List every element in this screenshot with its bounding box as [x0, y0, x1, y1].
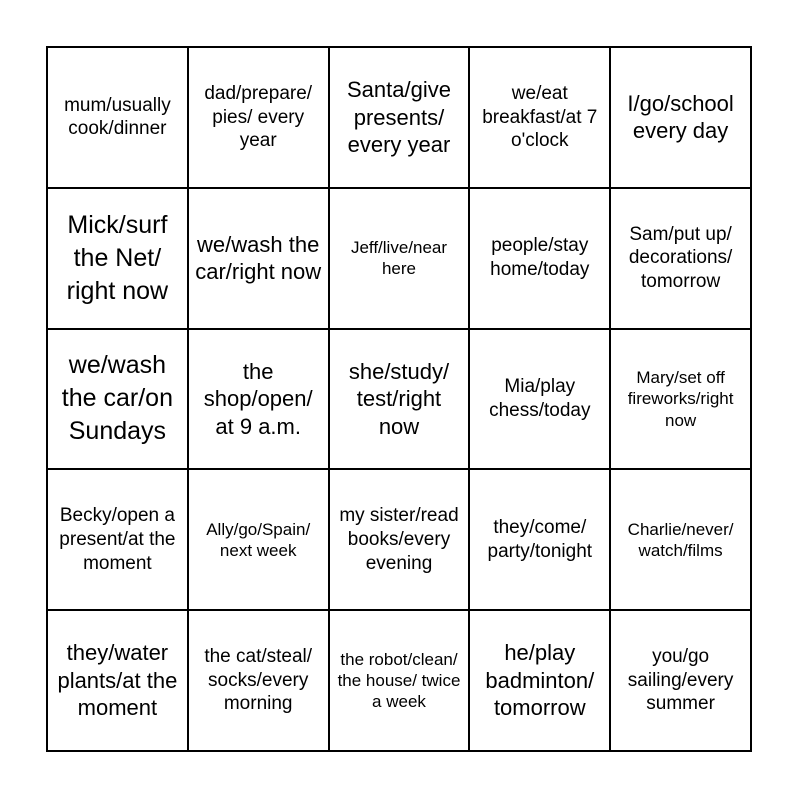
bingo-cell-r3c4[interactable]: Mia/play chess/today [470, 330, 611, 471]
bingo-cell-r1c2[interactable]: dad/prepare/ pies/ every year [189, 48, 330, 189]
bingo-board [46, 46, 752, 752]
bingo-cell-r4c4[interactable]: they/come/ party/tonight [470, 470, 611, 611]
bingo-cell-r2c2[interactable]: we/wash the car/right now [189, 189, 330, 330]
bingo-cell-r1c4[interactable]: we/eat breakfast/at 7 o'clock [470, 48, 611, 189]
bingo-cell-r5c2[interactable]: the cat/steal/ socks/every morning [189, 611, 330, 752]
bingo-cell-r3c3[interactable]: she/study/ test/right now [330, 330, 471, 471]
bingo-cell-r1c1[interactable]: mum/usually cook/dinner [48, 48, 189, 189]
bingo-cell-r5c1[interactable]: they/water plants/at the moment [48, 611, 189, 752]
bingo-cell-r3c5[interactable]: Mary/set off fireworks/right now [611, 330, 752, 471]
bingo-cell-r4c3[interactable]: my sister/read books/every evening [330, 470, 471, 611]
bingo-cell-r3c2[interactable]: the shop/open/ at 9 a.m. [189, 330, 330, 471]
bingo-cell-r2c3[interactable]: Jeff/live/near here [330, 189, 471, 330]
bingo-cell-r2c4[interactable]: people/stay home/today [470, 189, 611, 330]
bingo-cell-r2c5[interactable]: Sam/put up/ decorations/ tomorrow [611, 189, 752, 330]
bingo-cell-r1c3[interactable]: Santa/give presents/ every year [330, 48, 471, 189]
bingo-cell-r4c1[interactable]: Becky/open a present/at the moment [48, 470, 189, 611]
bingo-cell-r2c1[interactable]: Mick/surf the Net/ right now [48, 189, 189, 330]
bingo-cell-r1c5[interactable]: I/go/school every day [611, 48, 752, 189]
bingo-cell-r4c2[interactable]: Ally/go/Spain/ next week [189, 470, 330, 611]
bingo-cell-r5c5[interactable]: you/go sailing/every summer [611, 611, 752, 752]
bingo-cell-r4c5[interactable]: Charlie/never/ watch/films [611, 470, 752, 611]
bingo-cell-r3c1[interactable]: we/wash the car/on Sundays [48, 330, 189, 471]
bingo-cell-r5c4[interactable]: he/play badminton/ tomorrow [470, 611, 611, 752]
bingo-cell-r5c3[interactable]: the robot/clean/ the house/ twice a week [330, 611, 471, 752]
